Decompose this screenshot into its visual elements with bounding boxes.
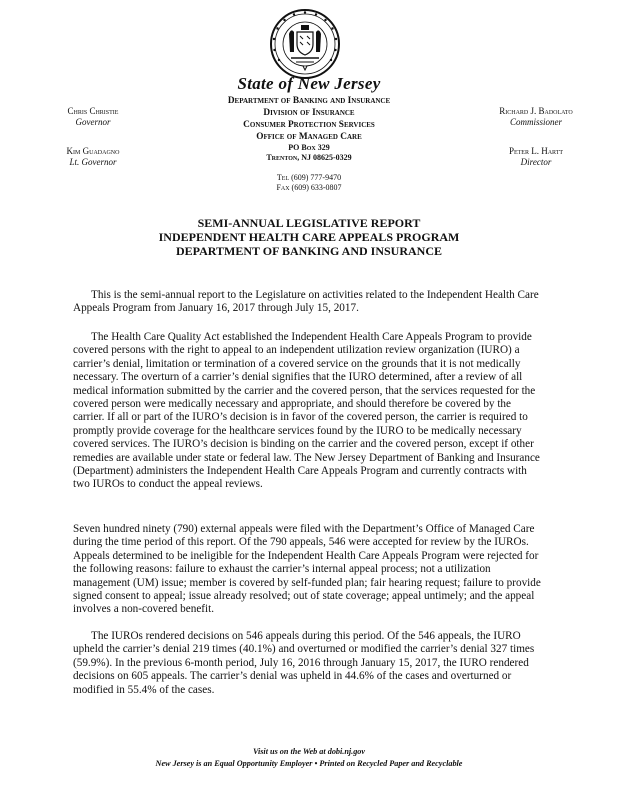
decisions-paragraph: The IUROs rendered decisions on 546 appeals during this period. Of the 546 appeals, the IURO upheld the carrier’s denial 219 times (40.1%) and overturned or modified the carrier’s denial 327 times (59.9%). In the previous 6-month period, July 16, 2016 through January 15, 2017, the IURO rendered decisions on 605 appeals. The carrier’s denial was upheld in 44.6% of the cases and overturned or modified in 55.4% of the cases. <box>73 630 535 696</box>
director-block <box>478 146 594 168</box>
report-title-line-3: DEPARTMENT OF BANKING AND INSURANCE <box>175 244 443 258</box>
commissioner-name: Richard J. Badolato <box>499 106 573 116</box>
lt-governor-block <box>48 146 138 168</box>
department-name: Department of Banking and Insurance <box>227 96 391 106</box>
director-title: Director <box>520 157 552 167</box>
intro-paragraph: This is the semi-annual report to the Legislature on activities related to the Independent Health Care Appeals Program from January 16, 2017 through July 15, 2017. <box>73 289 539 315</box>
footer-website: Visit us on the Web at dobi.nj.gov <box>252 747 366 756</box>
governor-title: Governor <box>75 117 111 127</box>
state-seal-icon <box>269 8 341 80</box>
governor-block <box>48 106 138 128</box>
commissioner-block <box>478 106 594 128</box>
bureau-name: Consumer Protection Services <box>243 120 375 130</box>
appeals-filed-paragraph: Seven hundred ninety (790) external appeals were filed with the Department’s Office of Managed Care during the time period of this report. Of the 790 appeals, 546 were accepted for review by the IUROs. Appeals determined to be ineligible for the Independent Health Care Appeals Program were rejected for the following reasons: failure to exhaust the carrier’s internal appeal process; not a utilization management (UM) issue; member is covered by self-funded plan; fair hearing request; failure to provide signed consent to appeal; issue already resolved; out of state coverage; appeal untimely; and the appeal involves a non-covered benefit. <box>73 523 541 616</box>
governor-name: Chris Christie <box>67 106 119 116</box>
footer-employer-note: New Jersey is an Equal Opportunity Employer • Printed on Recycled Paper and Recyclable <box>155 759 463 768</box>
city-address: Trenton, NJ 08625-0329 <box>266 153 352 162</box>
program-description-paragraph: The Health Care Quality Act established the Independent Health Care Appeals Program to provide covered persons with the right to appeal to an independent utilization review organization (IURO) a carrier’s denial, limitation or termination of a covered service on the grounds that it is not medically necessary. The overturn of a carrier’s denial signifies that the IURO determined, after a review of all medical information submitted by the carrier and the covered person, that the services requested for the covered person were medically necessary and appropriate, and should therefore be covered by the carrier. If all or part of the IURO’s decision is in favor of the covered person, the carrier is required to promptly provide coverage for the healthcare services found by the IURO to be medically necessary covered services. The IURO’s decision is binding on the carrier and the covered person, except if other remedies are available under state or federal law. The New Jersey Department of Banking and Insurance (Department) administers the Independent Health Care Appeals Program and currently contracts with two IUROs to conduct the appeal reviews. <box>73 331 540 491</box>
director-name: Peter L. Hartt <box>508 146 564 156</box>
division-name: Division of Insurance <box>263 108 355 118</box>
state-name-heading: State of New Jersey <box>237 74 381 93</box>
lt-governor-name: Kim Guadagno <box>66 146 120 156</box>
contact-block <box>0 173 618 193</box>
po-box: PO Box 329 <box>288 143 330 152</box>
lt-governor-title: Lt. Governor <box>69 157 117 167</box>
fax-number: Fax (609) 633-0807 <box>276 183 342 192</box>
report-title-line-2: INDEPENDENT HEALTH CARE APPEALS PROGRAM <box>158 230 460 244</box>
telephone-number: Tel (609) 777-9470 <box>276 173 342 182</box>
report-title-line-1: SEMI-ANNUAL LEGISLATIVE REPORT <box>197 216 421 230</box>
report-title <box>0 216 618 258</box>
commissioner-title: Commissioner <box>509 117 562 127</box>
page-footer <box>0 746 618 770</box>
office-name: Office of Managed Care <box>256 132 362 142</box>
